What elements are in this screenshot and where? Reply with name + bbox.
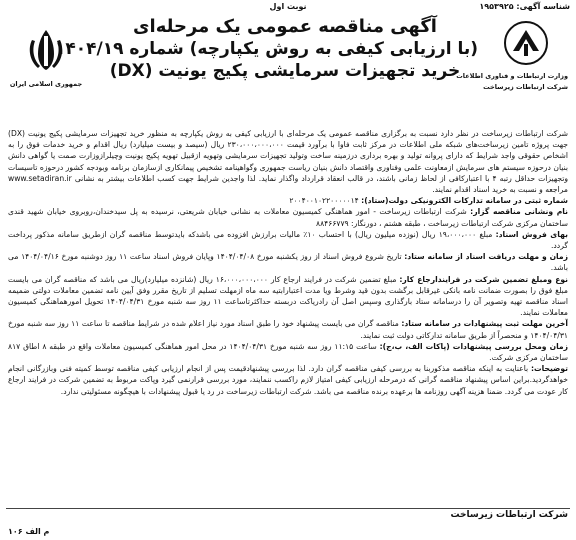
tenderer-address: نام ونشانی مناقصه گزار: شرکت ارتباطات زیرساخت - امور هماهنگی کمیسیون معاملات به نشانی خیابان شریعتی، نرسیده به پل سیدخندان،روبروی خیابان شهید قندی ساختمان مرکزی شرکت ارتباطات زیرساخت ، طبقه هشتم ، دورنگار: ۸۸۴۶۶۷۷۹ xyxy=(8,207,568,228)
iran-caption: جمهوری اسلامی ایران xyxy=(9,80,83,88)
notice-id: شناسه آگهی: ۱۹۵۳۹۲۵ xyxy=(479,2,570,11)
notes: توضیحات: باعنایت به اینکه مناقصه مذکوربنا به بررسی کیفی مناقصه گران دارد. لذا بررسی پیشنهادقیمت پس از انجام ارزیابی کیفی مناقصه توسط کمیته فنی وبازرگانی انجام خواهدگردید.براین اساس پیشنهاد مناقصه گرانی که درمرحله ارزیابی کیفی امتیاز لازم راکسب ننمایند، مورد بررسی قرارنمی گیرد وپاکت مربوط به تضمین شرکت در فرایند ارجاع کار عودت می گردد. ضمنا هزینه آگهی روزنامه ها برعهده برنده مناقصه می باشد. شرکت ارتباطات زیرساخت در رد یا قبول پیشنهادات با هیچگونه مسئولیتی ندارد. xyxy=(8,364,568,396)
footer-organization: شرکت ارتباطات زیرساخت xyxy=(450,510,568,520)
document-deadline: زمان و مهلت دریافت اسناد از سامانه ستاد: تاریخ شروع فروش اسناد از روز یکشنبه مورخ ۱۴۰۴/۰۴/۰۸ وپایان فروش اسناد ساعت ۱۱ روز دوشنبه مورخ ۱۴۰۴/۰۴/۱۶ می باشد. xyxy=(8,252,568,273)
title-line-2: (با ارزیابی کیفی به روش یکپارچه) شماره ۱۴۰۴/۱۹ xyxy=(55,39,478,59)
title-line-3: خرید تجهیزات سرمایشی پکیج یونیت (DX) xyxy=(109,61,461,81)
submission-deadline: آخرین مهلت ثبت پیشنهادات در سامانه ستاد: مناقصه گران می بایست پیشنهاد خود را طبق اسناد مورد نیاز اعلام شده در شرایط مناقصه تا ساعت ۱۱ روز سه شنبه مورخ ۱۴۰۴/۰۴/۳۱ و منحصراً از طریق سامانه تدارکاتی دولت ثبت نمایند. xyxy=(8,319,568,340)
notice-title xyxy=(55,16,478,82)
opening-time-place: زمان ومحل بررسی پیشنهادات (پاکات الف، ب،ج): ساعت ۱۱:۱۵ روز سه شنبه مورخ ۱۴۰۴/۰۴/۳۱ در محل امور هماهنگی کمیسیون معاملات واقع در طبقه ۸ اطاق ۸۱۷ ساختمان مرکزی شرکت. xyxy=(8,341,568,363)
notice-round: نوبت اول xyxy=(269,2,307,11)
infrastructure-company-logo xyxy=(456,20,568,92)
title-line-1: آگهی مناقصه عمومی یک مرحله‌ای xyxy=(133,16,437,37)
ministry-caption: وزارت ارتباطات و فناوری اطلاعات xyxy=(456,72,568,80)
notice-footer xyxy=(6,508,570,538)
company-caption: شرکت ارتباطات زیرساخت xyxy=(483,83,568,91)
guarantee-info: نوع ومبلغ تضمین شرکت در فرایندارجاع کار: مبلغ تضمین شرکت در فرایند ارجاع کار ۱۶،۰۰۰،۰۰۰،۰۰۰ ریال (شانزده میلیارد)ریال می باشد که مناقصه گران می بایست مبلغ فوق را بصورت ضمانت نامه بانکی غیرقابل برگشت بدون قید وشرط ویا مدت اعتبارابتیه سه ماه ازمهلت تسلیم از تاریخ مقرر وفق آیین نامه تضمین معاملات دولتی ضمیمه اسناد مناقصه تهیه وتصویر آن را درسامانه ستاد بارگذاری وسپس اصل آن رادریاکت دربسته حداکثرتاساعت ۱۱ روز سه شنبه مورخ ۱۴۰۴/۰۴/۳۱ تحویل امورهماهنگی کمیسیون معاملات نمایند. xyxy=(8,274,568,318)
intro-paragraph: شرکت ارتباطات زیرساخت در نظر دارد نسبت به برگزاری مناقصه عمومی یک مرحله‌ای با ارزیابی کیفی به روش یکپارچه به منظور خرید تجهیزات سرمایشی پکیج یونیت (DX) جهت پروژه تامین زیرساخت‌های شبکه ملی اطلاعات در مرکز ثابت فاوا با برآورد قیمت ۲۳۰،۰۰۰،۰۰۰،۰۰۰ ریال (سیصد و بیست میلیارد) ریال اقدام و خرید خدمات فوق را به اشخاص حقوقی واجد شرایط که دارای پروانه تولید و بهره برداری درزمینه ساخت وتولید تجهیزات سرمایشی وتهویه ازقبیل تهویه پکیج یونیت وچیلرازوزارت صمت یا گواهی دانش بنیان درحوزه سیستم های سرمایش ازمعاونت علمی وفناوری واقتصاد دانش بنیان ریاست جمهوری وگواهینامه تشخیص پیمانکاری ازسازمان برنامه وبودجه کشور درحوزه تاسیسات وتجهیزات حداقل رتبه ۴ با اعتبارکافی از لحاظ زمانی باشند، در قالب انعقاد قرارداد واگذار نماید. لذا واجدین شرایط جهت کسب اطلاعات بیشتر به نشانی www.setadiran.ir مراجعه و نسبت به خرید اسناد اقدام نمایند. xyxy=(8,129,568,195)
footer-divider xyxy=(6,508,570,509)
notice-body xyxy=(8,128,568,506)
document-price: بهای فروش اسناد: مبلغ ۱۹،۰۰۰،۰۰۰ ریال (نوزده میلیون ریال) با احتساب ۱۰٪ مالیات برارزش افزوده می باشدکه بایدتوسط مناقصه گران ازطریق سامانه مذکور پرداخت گردد. xyxy=(8,229,568,251)
footer-code: م الف ۱۰۶ xyxy=(8,527,50,536)
registration-number: شماره ثبتی در سامانه تدارکات الکترونیکی دولت(ستاد): ۲۰۰۴۰۰۱۰۲۲۰۰۰۰۰۱۴ xyxy=(289,196,568,206)
notice-header-line xyxy=(4,2,572,15)
tic-emblem-icon xyxy=(503,20,549,66)
